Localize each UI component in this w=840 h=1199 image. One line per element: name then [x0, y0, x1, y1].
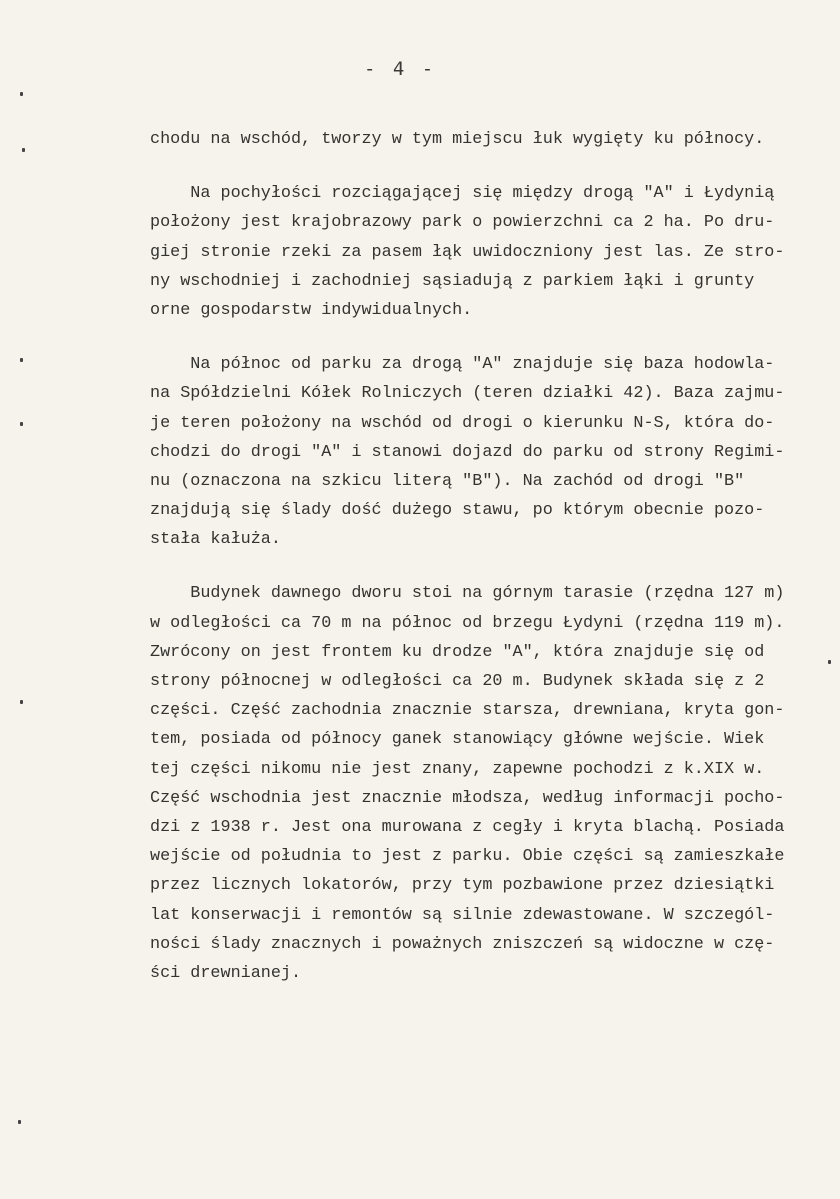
text-line: Na pochyłości rozciągającej się między drogą "A" i Łydynią: [150, 184, 775, 204]
text-line: znajdują się ślady dość dużego stawu, po którym obecnie pozo-: [150, 501, 765, 521]
text-line: w odległości ca 70 m na północ od brzegu Łydyni (rzędna 119 m).: [150, 613, 785, 633]
text-line: dzi z 1938 r. Jest ona murowana z cegły i kryta blachą. Posiada: [150, 817, 785, 837]
text-line: orne gospodarstw indywidualnych.: [150, 300, 473, 320]
text-line: położony jest krajobrazowy park o powierzchni ca 2 ha. Po dru-: [150, 213, 775, 233]
text-line: Zwrócony on jest frontem ku drodze "A", która znajduje się od: [150, 642, 765, 662]
page-number: - 4 -: [364, 58, 437, 80]
paragraph: [150, 125, 830, 154]
text-line: chodu na wschód, tworzy w tym miejscu łuk wygięty ku północy.: [150, 130, 765, 149]
margin-mark: [20, 700, 23, 704]
text-line: na Spółdzielni Kółek Rolniczych (teren działki 42). Baza zajmu-: [150, 384, 785, 404]
margin-mark: [20, 422, 23, 426]
text-line: je teren położony na wschód od drogi o kierunku N-S, która do-: [150, 413, 775, 433]
margin-mark: [22, 148, 25, 152]
text-line: giej stronie rzeki za pasem łąk uwidoczniony jest las. Ze stro-: [150, 242, 785, 262]
text-line: części. Część zachodnia znacznie starsza, drewniana, kryta gon-: [150, 701, 785, 721]
margin-mark: [20, 358, 23, 362]
text-line: ści drewnianej.: [150, 963, 302, 983]
text-line: lat konserwacji i remontów są silnie zdewastowane. W szczegól-: [150, 905, 775, 925]
text-line: tej części nikomu nie jest znany, zapewne pochodzi z k.XIX w.: [150, 759, 765, 779]
text-line: chodzi do drogi "A" i stanowi dojazd do parku od strony Regimi-: [150, 442, 785, 462]
text-line: Na północ od parku za drogą "A" znajduje się baza hodowla-: [150, 355, 775, 375]
text-line: nu (oznaczona na szkicu literą "B"). Na zachód od drogi "B": [150, 471, 745, 491]
margin-mark: [18, 1120, 21, 1124]
text-line: stała kałuża.: [150, 530, 281, 550]
text-line: tem, posiada od północy ganek stanowiący główne wejście. Wiek: [150, 730, 765, 750]
paragraph: [150, 579, 830, 988]
text-line: wejście od południa to jest z parku. Obie części są zamieszkałe: [150, 847, 785, 867]
paragraph: [150, 350, 830, 554]
text-line: Część wschodnia jest znacznie młodsza, według informacji pocho-: [150, 788, 785, 808]
body-text: [150, 125, 830, 1013]
text-line: ności ślady znacznych i poważnych zniszczeń są widoczne w czę-: [150, 934, 775, 954]
text-line: przez licznych lokatorów, przy tym pozbawione przez dziesiątki: [150, 876, 775, 896]
paragraph: [150, 179, 830, 325]
text-line: strony północnej w odległości ca 20 m. Budynek składa się z 2: [150, 672, 765, 691]
text-line: Budynek dawnego dworu stoi na górnym tarasie (rzędna 127 m): [150, 584, 785, 604]
margin-mark: [20, 92, 23, 96]
text-line: ny wschodniej i zachodniej sąsiadują z parkiem łąki i grunty: [150, 271, 755, 291]
